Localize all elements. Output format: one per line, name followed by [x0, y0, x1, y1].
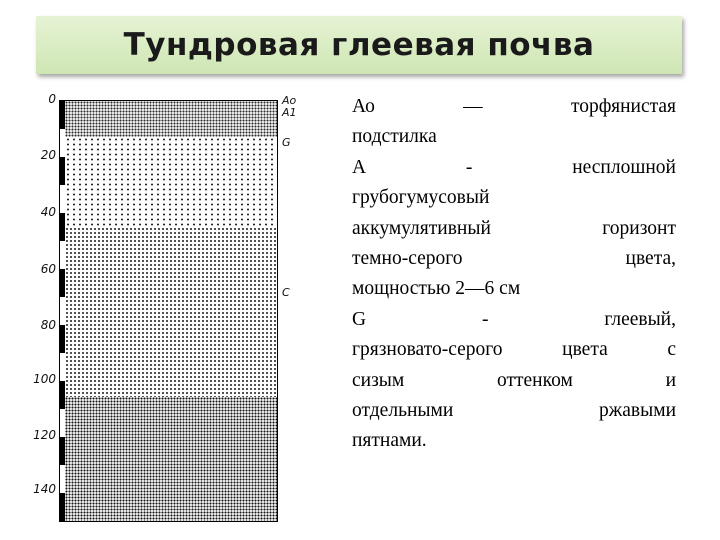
horizon-description: [352, 92, 676, 457]
horizon-label-g: G: [282, 136, 291, 149]
depth-label-80: 80: [40, 318, 56, 332]
description-line: грубогумусовый: [352, 187, 490, 209]
depth-label-0: 0: [48, 92, 56, 106]
description-line: подстилка: [352, 126, 437, 148]
description-line: пятнами.: [352, 430, 427, 452]
description-line: мощностью 2—6 см: [352, 278, 521, 300]
depth-label-140: 140: [33, 482, 56, 496]
soil-profile-figure: [18, 92, 308, 532]
horizon-label-c: C: [282, 286, 290, 299]
title-banner: [36, 16, 682, 74]
slide-title: Тундровая глеевая почва: [123, 27, 595, 63]
depth-label-20: 20: [40, 148, 56, 162]
horizon-g-texture: [65, 137, 277, 227]
soil-profile-column: [65, 100, 278, 522]
horizon-transition-texture: [65, 227, 277, 397]
description-line: аккумулятивный горизонт: [352, 217, 676, 239]
horizon-label-ao: Ao: [282, 94, 297, 107]
description-line: Ао — торфянистая: [352, 96, 676, 117]
description-line: G - глеевый,: [352, 308, 676, 330]
description-line: отдельными ржавыми: [352, 400, 676, 422]
depth-label-40: 40: [40, 205, 56, 219]
depth-label-100: 100: [33, 372, 56, 386]
horizon-label-a1: A1: [282, 106, 297, 119]
description-line: грязновато-серого цвета с: [352, 339, 676, 361]
horizon-c-texture: [65, 397, 277, 521]
depth-label-60: 60: [40, 262, 56, 276]
horizon-ao-a1-texture: [65, 101, 277, 137]
description-line: сизым оттенком и: [352, 369, 676, 391]
description-line: А - несплошной: [352, 156, 676, 178]
depth-label-120: 120: [33, 428, 56, 442]
description-line: темно-серого цвета,: [352, 248, 676, 270]
